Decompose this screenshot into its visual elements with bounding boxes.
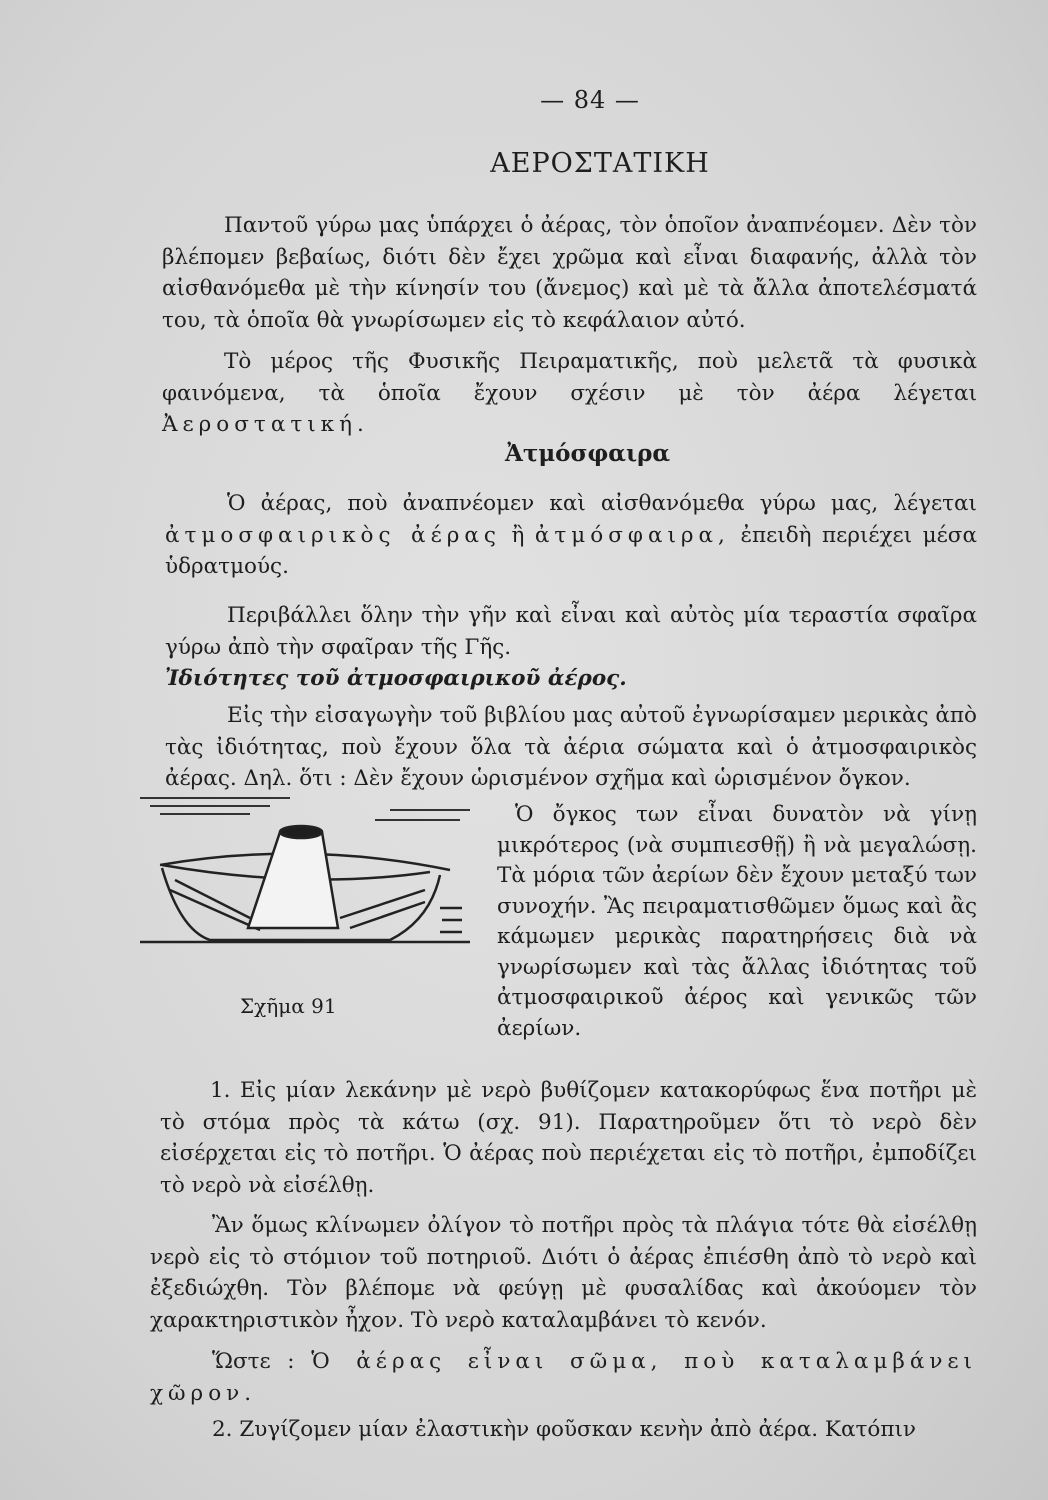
experiment1-conclusion	[150, 1346, 977, 1409]
conjunction-or: ἢ	[511, 522, 525, 548]
properties-paragraph-2: Ὁ ὄγκος των εἶναι δυνατὸν νὰ γίνῃ μικρότερος (νὰ συμπιεσθῇ) ἢ νὰ μεγαλώσῃ. Τὰ μόρια τῶν ἀερίων δὲν ἔχουν μεταξύ των συνοχήν. Ἂς πειραματισθῶμεν ὅμως καὶ ἂς κάμωμεν μερικὰς παρατηρήσεις διὰ νὰ γνωρίσωμεν καὶ τὰς ἄλλας ἰδιότητας τοῦ ἀτμοσφαιρικοῦ ἀέρος καὶ γενικῶς τῶν ἀερίων.	[497, 802, 977, 1041]
intro-paragraph-2	[162, 346, 977, 441]
term-atmosphere: ἀτμόσφαιρα,	[534, 522, 730, 548]
atmosphere-definition-start: Ὁ ἀέρας, ποὺ ἀναπνέομεν καὶ αἰσθανόμεθα γύρω μας, λέγεται	[227, 491, 977, 516]
conclusion-statement: Ὁ ἀέρας εἶναι σῶμα, ποὺ καταλαμβάνει χῶρον.	[150, 1349, 977, 1406]
atmosphere-definition-end: ἐπειδὴ περιέχει μέσα ὑδρατμούς.	[165, 522, 977, 579]
term-aerostatics: Ἀεροστατική.	[162, 412, 369, 437]
experiment2-paragraph-1: 2. Ζυγίζομεν μίαν ἐλαστικὴν φοῦσκαν κενὴν ἀπὸ ἀέρα. Κατόπιν	[212, 1417, 916, 1442]
chapter-title: ΑΕΡΟΣΤΑΤΙΚΗ	[490, 148, 710, 179]
intro-paragraph-1: Παντοῦ γύρω μας ὑπάρχει ὁ ἀέρας, τὸν ὁποῖον ἀναπνέομεν. Δὲν τὸν βλέπομεν βεβαίως, διότι δὲν ἔχει χρῶμα καὶ εἶναι διαφανής, ἀλλὰ τὸν αἰσθανόμεθα μὲ τὴν κίνησίν του (ἄνεμος) καὶ μὲ τὰ ἄλλα ἀποτελέσματά του, τὰ ὁποῖα θὰ γνωρίσωμεν εἰς τὸ κεφάλαιον αὐτό.	[162, 213, 977, 333]
experiment1-paragraph-1: 1. Εἰς μίαν λεκάνην μὲ νερὸ βυθίζομεν κατακορύφως ἕνα ποτῆρι μὲ τὸ στόμα πρὸς τὰ κάτω (σχ. 91). Παρατηροῦμεν ὅτι τὸ νερὸ δὲν εἰσέρχεται εἰς τὸ ποτῆρι. Ὁ ἀέρας ποὺ περιέχεται εἰς τὸ ποτῆρι, ἐμποδίζει τὸ νερὸ νὰ εἰσέλθῃ.	[160, 1078, 977, 1198]
figure-caption: Σχῆμα 91	[240, 994, 337, 1018]
atmosphere-paragraph-2: Περιβάλλει ὅλην τὴν γῆν καὶ εἶναι καὶ αὐτὸς μία τεραστία σφαῖρα γύρω ἀπὸ τὴν σφαῖραν τῆς Γῆς.	[165, 603, 977, 660]
atmosphere-paragraph-1	[165, 488, 977, 583]
section-heading-atmosphere: Ἀτμόσφαιρα	[505, 440, 671, 467]
intro-paragraph-2-text: Τὸ μέρος τῆς Φυσικῆς Πειραματικῆς, ποὺ μελετᾶ τὰ φυσικὰ φαινόμενα, τὰ ὁποῖα ἔχουν σχέσιν μὲ τὸν ἀέρα λέγεται	[162, 349, 977, 406]
page-number: — 84 —	[540, 86, 640, 114]
experiment1-paragraph-2: Ἂν ὅμως κλίνωμεν ὀλίγον τὸ ποτῆρι πρὸς τὰ πλάγια τότε θὰ εἰσέλθῃ νερὸ εἰς τὸ στόμιον τοῦ ποτηριοῦ. Διότι ὁ ἀέρας ἐπιέσθη ἀπὸ τὸ νερὸ καὶ ἐξεδιώχθη. Τὸν βλέπομε νὰ φεύγῃ μὲ φυσαλίδας καὶ ἀκούομεν τὸν χαρακτηριστικὸν ἦχον. Τὸ νερὸ καταλαμβάνει τὸ κενόν.	[150, 1213, 977, 1333]
subheading-air-properties: Ἰδιότητες τοῦ ἀτμοσφαιρικοῦ ἀέρος.	[165, 666, 627, 691]
basin-glass-illustration	[140, 790, 470, 980]
properties-paragraph-1: Εἰς τὴν εἰσαγωγὴν τοῦ βιβλίου μας αὐτοῦ ἐγνωρίσαμεν μερικὰς ἀπὸ τὰς ἰδιότητας, ποὺ ἔχουν ὅλα τὰ ἀέρια σώματα καὶ ὁ ἀτμοσφαιρικὸς ἀέρας. Δηλ. ὅτι : Δὲν ἔχουν ὡρισμένον σχῆμα καὶ ὡρισμένον ὄγκον.	[165, 703, 977, 791]
water-surface-lines	[140, 798, 470, 820]
term-atmospheric-air: ἀτμοσφαιρικὸς ἀέρας	[165, 522, 501, 548]
conclusion-lead: Ὥστε :	[212, 1349, 295, 1374]
